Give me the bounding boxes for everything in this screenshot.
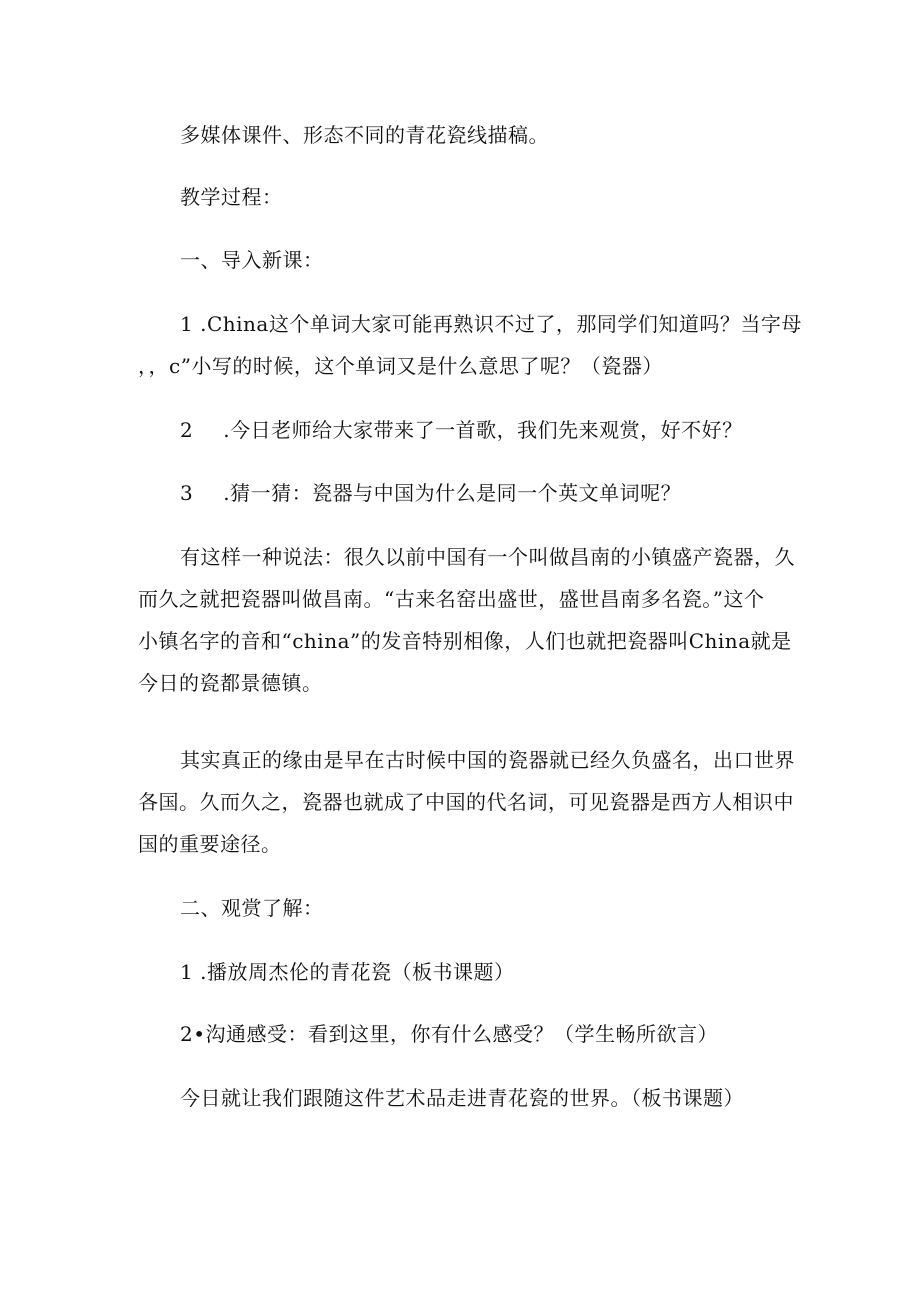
paragraph-line: 今日的瓷都景德镇。 [138,671,323,695]
paragraph-line: 而久之就把瓷器叫做昌南。“古来名窑出盛世，盛世昌南多名瓷。”这个 [138,587,765,611]
list-item-3 [180,478,681,508]
materials-line: 多媒体课件、形态不同的青花瓷线描稿。 [180,123,549,147]
section-heading-process: 教学过程： [180,185,283,209]
paragraph-line: 有这样一种说法：很久以前中国有一个叫做昌南的小镇盛产瓷器，久 [180,545,795,569]
section-heading-intro: 一、导入新课： [180,248,324,272]
list-item-2 [180,415,743,445]
list-text: .今日老师给大家带来了一首歌，我们先来观赏，好不好？ [223,418,743,442]
list-item-1: 1 .播放周杰伦的青花瓷（板书课题） [180,960,515,984]
list-number: 3 [180,481,194,505]
list-number: 2 [180,418,194,442]
list-item-2b: 2•沟通感受：看到这里，你有什么感受？（学生畅所欲言） [180,1022,719,1046]
paragraph-line: ，，c”小写的时候，这个单词又是什么意思了呢？（瓷器） [138,354,663,378]
closing-line: 今日就让我们跟随这件艺术品走进青花瓷的世界。（板书课题） [180,1086,744,1110]
paragraph-line: 其实真正的缘由是早在古时候中国的瓷器就已经久负盛名，出口世界 [180,748,795,772]
paragraph-line: 各国。久而久之，瓷器也就成了中国的代名词，可见瓷器是西方人相识中 [138,790,794,814]
section-heading-appreciation: 二、观赏了解： [180,896,324,920]
paragraph-line: 1 .China这个单词大家可能再熟识不过了，那同学们知道吗？当字母 [180,312,802,336]
paragraph-line: 国的重要途径。 [138,832,282,856]
paragraph-line: 小镇名字的音和“china”的发音特别相像，人们也就把瓷器叫China就是 [138,629,792,653]
list-text: .猜一猜：瓷器与中国为什么是同一个英文单词呢？ [223,481,682,505]
